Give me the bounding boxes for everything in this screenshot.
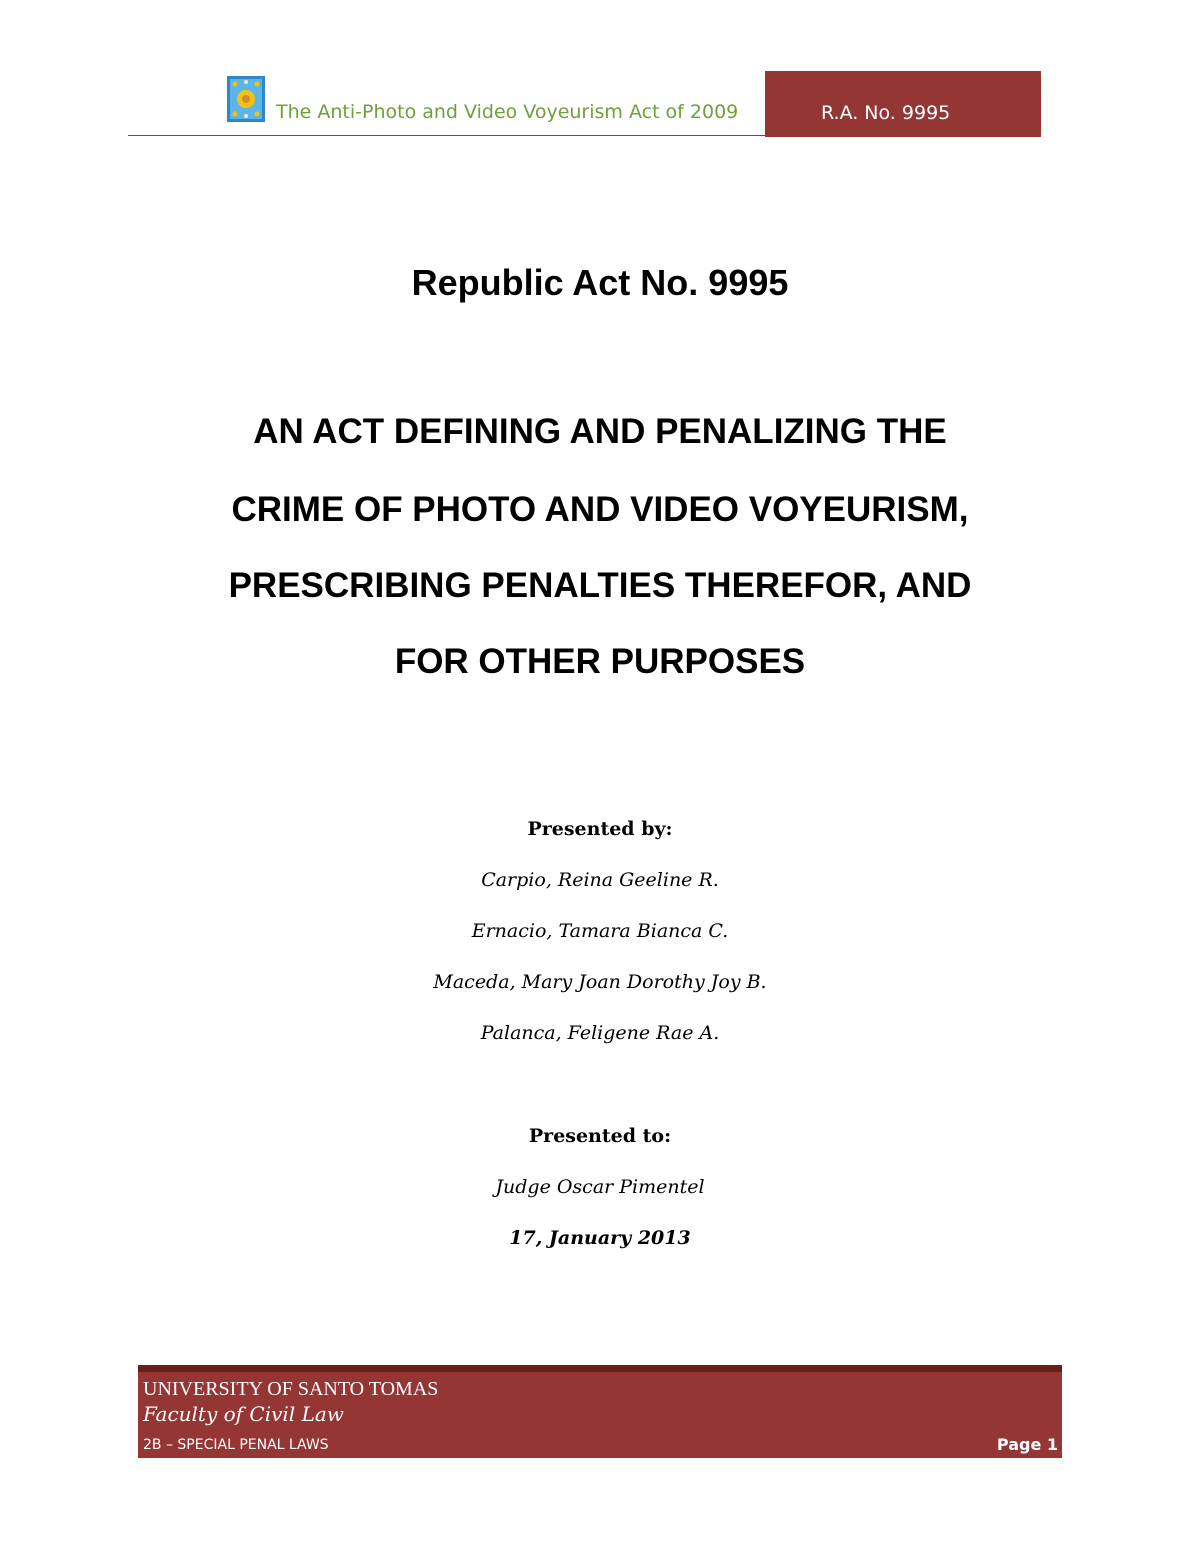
presenter-name: Maceda, Mary Joan Dorothy Joy B. (433, 971, 767, 993)
document-title: Republic Act No. 9995 (411, 262, 789, 303)
footer-university: UNIVERSITY OF SANTO TOMAS (143, 1378, 439, 1400)
footer-top-bar (138, 1365, 1062, 1372)
presented-by-label: Presented by: (527, 818, 673, 840)
recipient-name: Judge Oscar Pimentel (495, 1176, 705, 1198)
act-title-line: AN ACT DEFINING AND PENALIZING THE (253, 412, 947, 451)
footer-faculty: Faculty of Civil Law (143, 1402, 344, 1426)
presented-to-label: Presented to: (528, 1125, 672, 1147)
presentation-date: 17, January 2013 (509, 1227, 691, 1249)
act-title-line: CRIME OF PHOTO AND VIDEO VOYEURISM, (231, 490, 969, 529)
page-number: Page 1 (996, 1435, 1058, 1454)
header-rule (128, 135, 765, 136)
presenter-name: Palanca, Feligene Rae A. (480, 1022, 720, 1044)
presenter-name: Ernacio, Tamara Bianca C. (471, 920, 729, 942)
header-title: The Anti-Photo and Video Voyeurism Act of 2009 (276, 101, 739, 123)
presenter-name: Carpio, Reina Geeline R. (481, 869, 719, 891)
university-seal-icon (227, 76, 265, 122)
act-title-line: PRESCRIBING PENALTIES THEREFOR, AND (228, 566, 972, 605)
header-ra-number: R.A. No. 9995 (821, 102, 951, 124)
act-title-line: FOR OTHER PURPOSES (394, 642, 806, 681)
footer-course: 2B – SPECIAL PENAL LAWS (143, 1437, 329, 1453)
